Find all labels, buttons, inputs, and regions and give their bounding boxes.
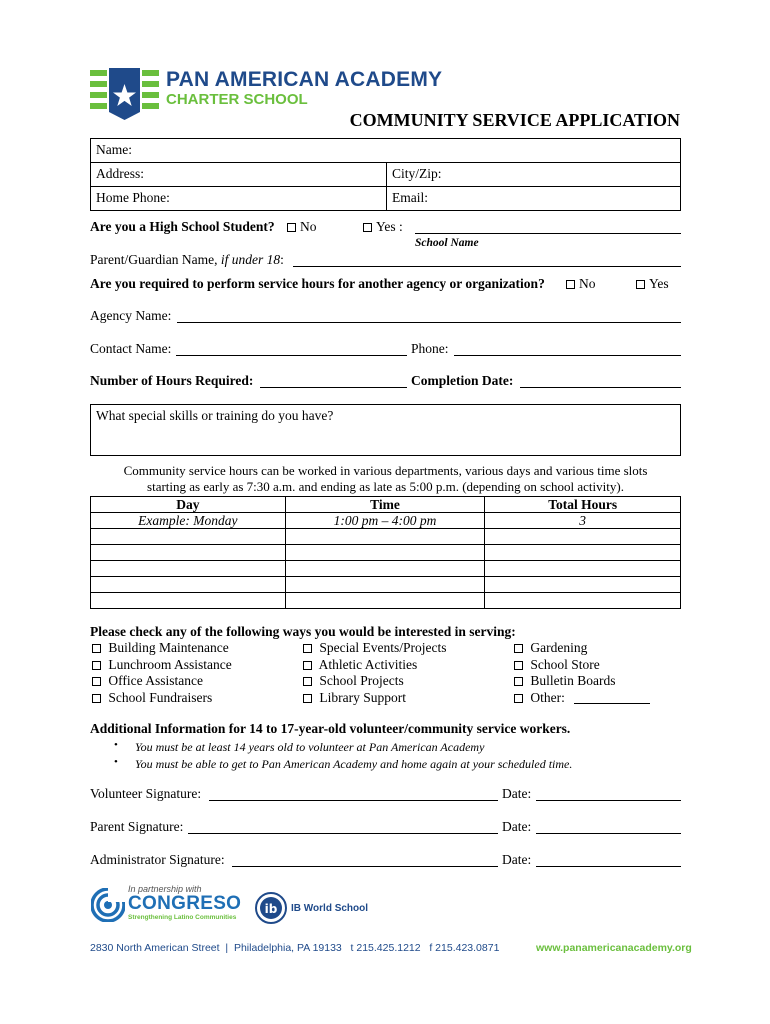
checkbox-icon[interactable] — [303, 644, 312, 653]
volunteer-date-label: Date: — [502, 786, 532, 801]
option-other[interactable]: Other: — [514, 690, 565, 706]
contact-name-line[interactable] — [176, 355, 407, 356]
shield-star-icon — [90, 68, 160, 120]
other-line[interactable] — [574, 703, 650, 704]
bullet-item: You must be at least 14 years old to volunteer at Pan American Academy — [135, 740, 485, 754]
checkbox-icon[interactable] — [514, 677, 523, 686]
high-school-no-option[interactable]: No — [287, 219, 317, 235]
completion-date-label: Completion Date: — [411, 373, 514, 388]
congreso-logo — [91, 888, 125, 922]
service-yes-option[interactable]: Yes — [636, 276, 669, 292]
city-zip-label: City/Zip: — [392, 166, 442, 181]
footer-website-link[interactable]: www.panamericanacademy.org — [536, 942, 692, 954]
additional-heading: Additional Information for 14 to 17-year-old volunteer/community service workers. — [90, 721, 571, 736]
skills-label: What special skills or training do you have? — [96, 408, 334, 423]
administrator-date-label: Date: — [502, 852, 532, 867]
high-school-question: Are you a High School Student? — [90, 219, 275, 234]
checkbox-icon[interactable] — [287, 223, 296, 232]
option-school-projects[interactable]: School Projects — [303, 673, 404, 689]
bullet-item: You must be able to get to Pan American Academy and home again at your scheduled time. — [135, 757, 573, 771]
option-athletic-activities[interactable]: Athletic Activities — [303, 657, 417, 673]
example-hours: 3 — [485, 513, 681, 529]
checkbox-icon[interactable] — [514, 694, 523, 703]
checkbox-icon[interactable] — [636, 280, 645, 289]
checkbox-icon[interactable] — [514, 661, 523, 670]
hours-required-label: Number of Hours Required: — [90, 373, 254, 388]
name-field[interactable] — [90, 138, 681, 163]
bullet-dot: • — [114, 756, 118, 768]
administrator-signature-label: Administrator Signature: — [90, 852, 225, 867]
option-school-fundraisers[interactable]: School Fundraisers — [92, 690, 212, 706]
table-row-example — [91, 513, 681, 529]
administrator-signature-line[interactable] — [232, 866, 498, 867]
total-hours-column-header: Total Hours — [485, 497, 681, 513]
agency-name-label: Agency Name: — [90, 308, 172, 323]
table-row[interactable] — [91, 545, 681, 561]
checkbox-icon[interactable] — [303, 661, 312, 670]
congreso-name: CONGRESO — [128, 893, 242, 914]
home-phone-field[interactable] — [90, 186, 387, 211]
skills-textarea[interactable] — [90, 404, 681, 456]
administrator-date-line[interactable] — [536, 866, 681, 867]
ib-logo — [255, 892, 287, 924]
phone-label: Phone: — [411, 341, 449, 356]
service-no-option[interactable]: No — [566, 276, 596, 292]
phone-line[interactable] — [454, 355, 681, 356]
parent-date-line[interactable] — [536, 833, 681, 834]
option-school-store[interactable]: School Store — [514, 657, 600, 673]
city-zip-field[interactable] — [386, 162, 681, 187]
footer-address: 2830 North American Street | Philadelphia, PA 19133 t 215.425.1212 f 215.423.0871 — [90, 942, 500, 954]
schedule-intro-line2: starting as early as 7:30 a.m. and ending as late as 5:00 p.m. (depending on school activity). — [147, 479, 624, 494]
swirl-icon — [91, 888, 125, 922]
option-bulletin-boards[interactable]: Bulletin Boards — [514, 673, 616, 689]
example-day: Example: Monday — [91, 513, 286, 529]
option-lunchroom-assistance[interactable]: Lunchroom Assistance — [92, 657, 232, 673]
parent-signature-line[interactable] — [188, 833, 498, 834]
table-header-row — [91, 497, 681, 513]
interests-heading: Please check any of the following ways you would be interested in serving: — [90, 624, 516, 639]
checkbox-icon[interactable] — [92, 644, 101, 653]
day-column-header: Day — [91, 497, 286, 513]
service-required-question: Are you required to perform service hours for another agency or organization? — [90, 276, 545, 291]
table-row[interactable] — [91, 577, 681, 593]
option-building-maintenance[interactable]: Building Maintenance — [92, 640, 229, 656]
table-row[interactable] — [91, 561, 681, 577]
school-name-caption: School Name — [415, 237, 479, 249]
contact-name-label: Contact Name: — [90, 341, 172, 356]
volunteer-signature-line[interactable] — [209, 800, 498, 801]
checkbox-icon[interactable] — [303, 677, 312, 686]
guardian-label: Parent/Guardian Name, if under 18: — [90, 252, 284, 267]
school-subname: CHARTER SCHOOL — [166, 91, 308, 108]
form-title: COMMUNITY SERVICE APPLICATION — [349, 110, 680, 130]
email-field[interactable] — [386, 186, 681, 211]
completion-date-line[interactable] — [520, 387, 681, 388]
ib-world-school: IB World School — [291, 903, 369, 914]
parent-date-label: Date: — [502, 819, 532, 834]
high-school-yes-option[interactable]: Yes : — [363, 219, 403, 235]
parent-signature-label: Parent Signature: — [90, 819, 184, 834]
agency-name-line[interactable] — [177, 322, 681, 323]
volunteer-date-line[interactable] — [536, 800, 681, 801]
home-phone-label: Home Phone: — [96, 190, 170, 205]
ib-globe-icon — [255, 892, 287, 924]
option-office-assistance[interactable]: Office Assistance — [92, 673, 203, 689]
checkbox-icon[interactable] — [514, 644, 523, 653]
time-column-header: Time — [285, 497, 485, 513]
partnership-text: In partnership with — [128, 884, 202, 894]
checkbox-icon[interactable] — [92, 677, 101, 686]
bullet-dot: • — [114, 739, 118, 751]
svg-text:ib: ib — [264, 902, 278, 916]
table-row[interactable] — [91, 593, 681, 609]
congreso-tagline: Strengthening Latino Communities — [128, 914, 237, 921]
option-library-support[interactable]: Library Support — [303, 690, 406, 706]
checkbox-icon[interactable] — [303, 694, 312, 703]
checkbox-icon[interactable] — [92, 661, 101, 670]
schedule-intro-line1: Community service hours can be worked in various departments, various days and various time slots — [123, 463, 648, 478]
school-name: PAN AMERICAN ACADEMY — [166, 68, 443, 91]
school-logo — [90, 68, 160, 120]
email-label: Email: — [392, 190, 428, 205]
volunteer-signature-label: Volunteer Signature: — [90, 786, 202, 801]
option-special-events[interactable]: Special Events/Projects — [303, 640, 446, 656]
example-time: 1:00 pm – 4:00 pm — [285, 513, 485, 529]
name-label: Name: — [96, 142, 132, 157]
checkbox-icon[interactable] — [363, 223, 372, 232]
table-row[interactable] — [91, 529, 681, 545]
address-label: Address: — [96, 166, 144, 181]
hours-required-line[interactable] — [260, 387, 407, 388]
hours-table — [90, 496, 681, 609]
school-name-line[interactable] — [415, 233, 681, 234]
guardian-name-line[interactable] — [293, 266, 681, 267]
checkbox-icon[interactable] — [92, 694, 101, 703]
checkbox-icon[interactable] — [566, 280, 575, 289]
address-field[interactable] — [90, 162, 387, 187]
option-gardening[interactable]: Gardening — [514, 640, 587, 656]
